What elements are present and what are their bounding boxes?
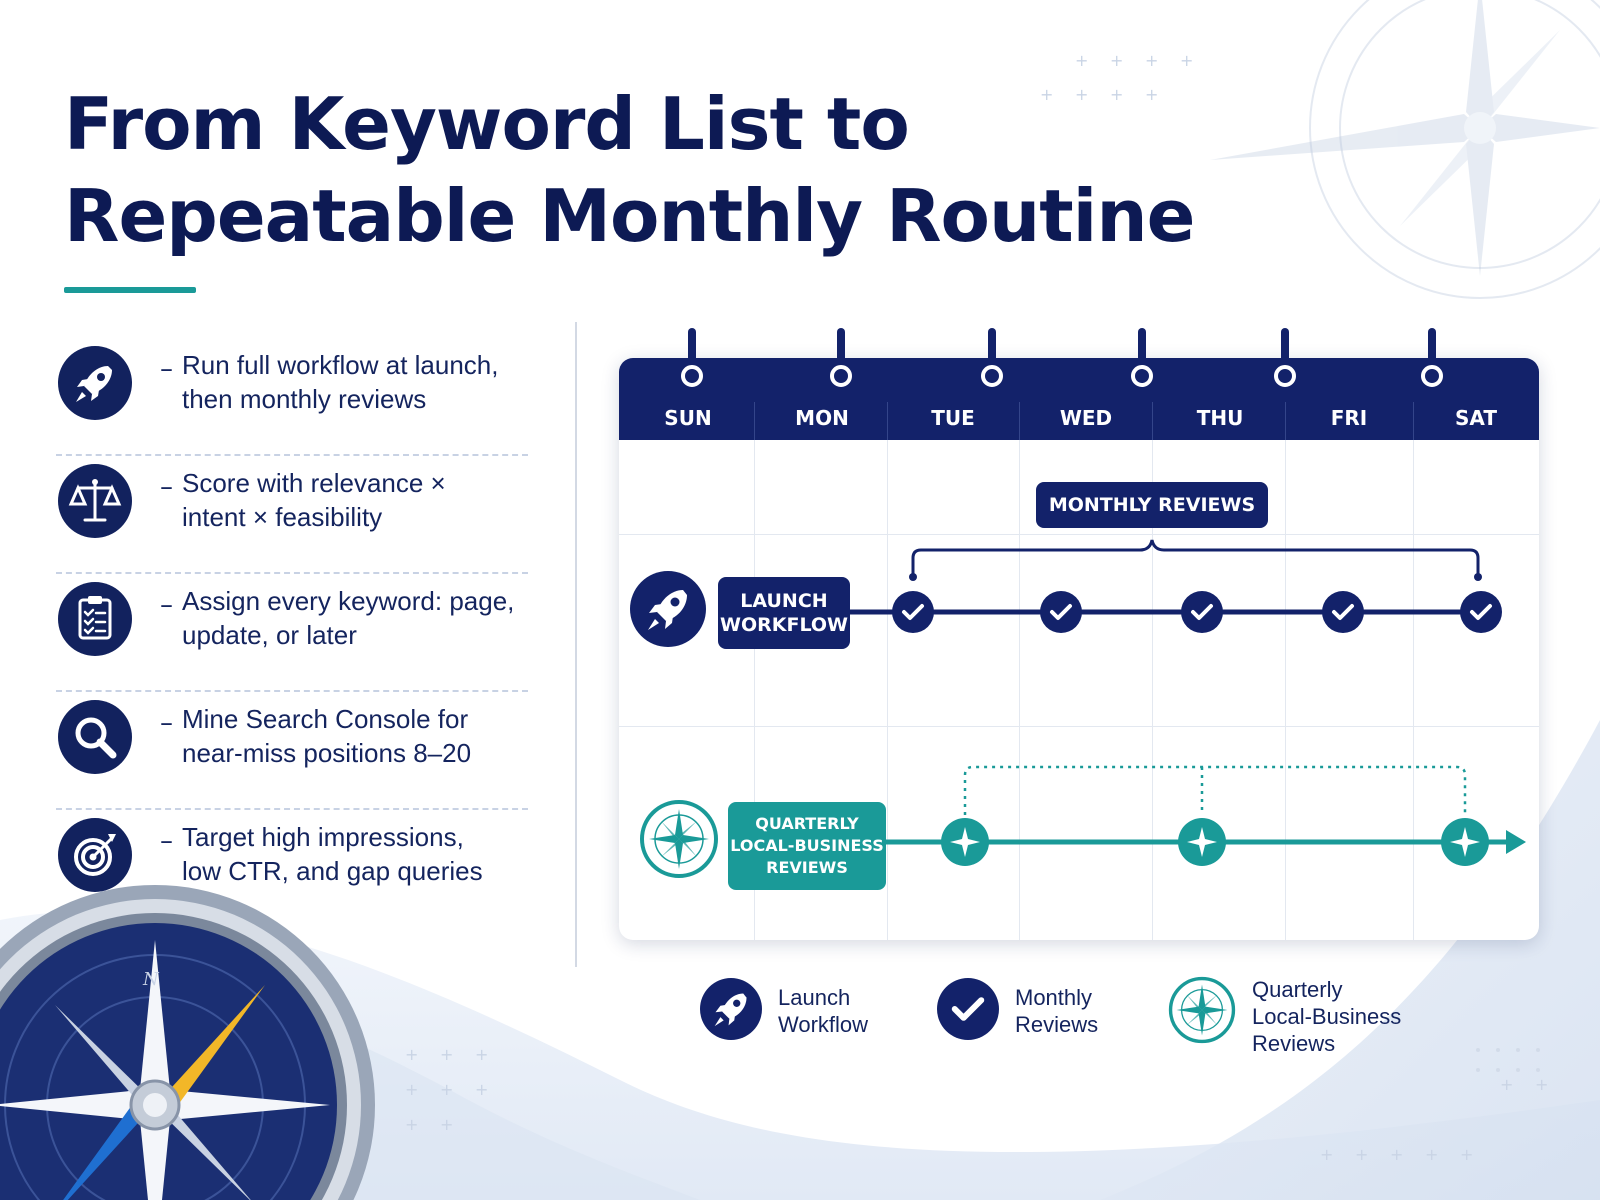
svg-text:+: + — [1390, 1145, 1404, 1164]
quarterly-bracket — [965, 767, 1465, 815]
legend-launch-text — [778, 984, 908, 1038]
svg-text:+: + — [475, 1045, 489, 1064]
svg-text:N: N — [143, 969, 159, 990]
bullet-dash: – — [160, 708, 173, 738]
launch-rocket-icon — [630, 571, 706, 647]
legend-line: Local-Business — [1252, 1004, 1402, 1029]
svg-text:+: + — [1535, 1075, 1549, 1094]
svg-text:+: + — [440, 1080, 454, 1099]
page-title-line-2: Repeatable Monthly Routine — [64, 174, 1195, 258]
bullet-dash: – — [160, 590, 173, 620]
page-title-line-1: From Keyword List to — [64, 82, 909, 166]
svg-text:+: + — [405, 1115, 419, 1134]
svg-text:+: + — [1460, 1145, 1474, 1164]
bullet-dash: – — [160, 354, 173, 384]
quarterly-reviews-label — [728, 802, 886, 890]
bullet-line-2: update, or later — [182, 620, 357, 650]
bullet-dash: – — [160, 826, 173, 856]
svg-text:+: + — [475, 1080, 489, 1099]
bullet-line-1: Target high impressions, — [182, 822, 464, 852]
bullet-line-1: Mine Search Console for — [182, 704, 469, 734]
compass-rose-icon — [639, 799, 719, 879]
launch-workflow-label — [718, 577, 850, 649]
compass-rose-icon — [1168, 976, 1236, 1044]
arrow-icon — [1506, 830, 1526, 854]
svg-text:+: + — [1040, 85, 1054, 104]
day-label-thu: THU — [1196, 406, 1244, 430]
day-label-sat: SAT — [1455, 406, 1497, 430]
monthly-bracket — [913, 540, 1478, 575]
svg-text:+: + — [1075, 85, 1089, 104]
legend-line: Monthly — [1015, 985, 1093, 1010]
svg-text:+: + — [1110, 85, 1124, 104]
svg-text:+: + — [1500, 1075, 1514, 1094]
star-marker-icon — [1178, 818, 1226, 866]
svg-text:+: + — [1425, 1145, 1439, 1164]
bullet-line-1: Score with relevance × — [182, 468, 446, 498]
svg-text:+: + — [1145, 51, 1159, 70]
bullet-line-2: then monthly reviews — [182, 384, 427, 414]
legend-quarterly-text — [1252, 976, 1432, 1057]
svg-text:+: + — [440, 1115, 454, 1134]
svg-text:+: + — [440, 1045, 454, 1064]
checkmark-icon — [1322, 591, 1364, 633]
bullet-line-2: intent × feasibility — [182, 502, 383, 532]
launch-label-line-1: LAUNCH — [740, 590, 828, 612]
star-marker-icon — [941, 818, 989, 866]
svg-text:+: + — [1355, 1145, 1369, 1164]
svg-text:+: + — [1110, 51, 1124, 70]
day-label-fri: FRI — [1330, 406, 1368, 430]
checkmark-icon — [937, 978, 999, 1040]
day-label-mon: MON — [795, 406, 849, 430]
quarterly-label-line-1: QUARTERLY — [755, 814, 859, 833]
checkmark-icon — [1040, 591, 1082, 633]
bullet-line-2: low CTR, and gap queries — [182, 856, 483, 886]
bullet-line-1: Assign every keyword: page, — [182, 586, 515, 616]
svg-text:+: + — [1320, 1145, 1334, 1164]
day-label-wed: WED — [1059, 406, 1113, 430]
quarterly-label-line-3: REVIEWS — [766, 858, 848, 877]
legend-line: Quarterly — [1252, 977, 1343, 1002]
bullet-line-1: Run full workflow at launch, — [182, 350, 499, 380]
legend-line: Workflow — [778, 1012, 869, 1037]
svg-text:+: + — [1075, 51, 1089, 70]
launch-label-line-2: WORKFLOW — [720, 614, 848, 636]
day-label-sun: SUN — [664, 406, 712, 430]
legend-line: Reviews — [1015, 1012, 1099, 1037]
checkmark-icon — [1181, 591, 1223, 633]
day-label-tue: TUE — [931, 406, 975, 430]
svg-text:+: + — [405, 1080, 419, 1099]
bullet-dash: – — [160, 472, 173, 502]
monthly-reviews-label: MONTHLY REVIEWS — [1036, 482, 1268, 528]
quarterly-label-line-2: LOCAL-BUSINESS — [730, 836, 884, 855]
checkmark-icon — [1460, 591, 1502, 633]
legend-line: Reviews — [1252, 1031, 1336, 1056]
checkmark-icon — [892, 591, 934, 633]
bullet-line-2: near-miss positions 8–20 — [182, 738, 472, 768]
svg-text:+: + — [1180, 51, 1194, 70]
svg-text:+: + — [1145, 85, 1159, 104]
rocket-icon — [700, 978, 762, 1040]
legend-line: Launch — [778, 985, 851, 1010]
svg-text:+: + — [405, 1045, 419, 1064]
star-marker-icon — [1441, 818, 1489, 866]
legend-monthly-text — [1015, 984, 1145, 1038]
